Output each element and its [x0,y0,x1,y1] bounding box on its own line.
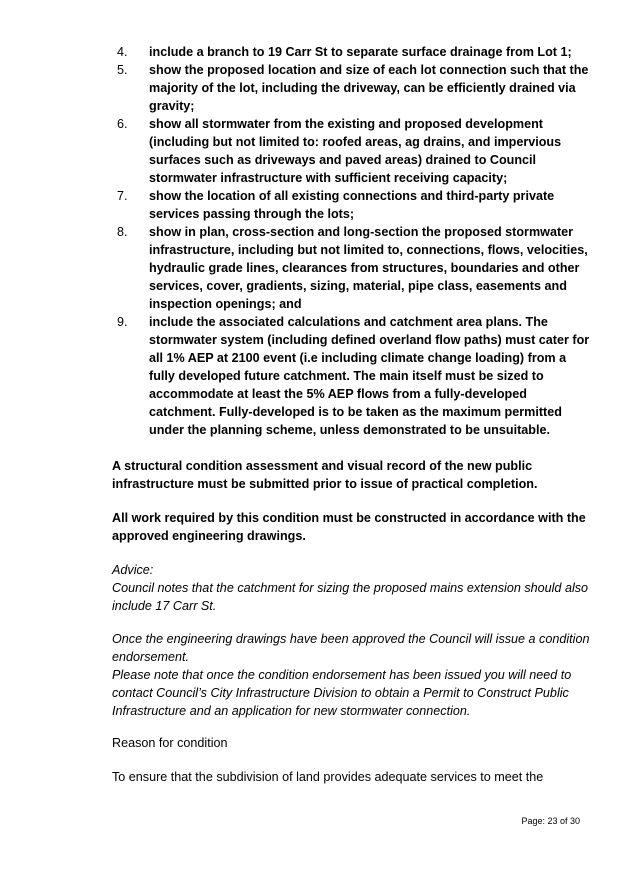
list-item [112,115,590,187]
list-item-text: show the location of all existing connections and third-party private services passing through the lots; [149,189,555,221]
list-item-number: 5. [117,63,128,77]
list-item-text: show in plan, cross-section and long-section the proposed stormwater infrastructure, including but not limited to, connections, flows, velocities, hydraulic grade lines, clearances from structures, boundaries and other services, cover, gradients, sizing, material, pipe class, easements and inspection openings; and [149,225,588,311]
list-item-number: 9. [117,315,128,329]
advice-text: Council notes that the catchment for sizing the proposed mains extension should also include 17 Carr St. [112,581,589,613]
list-item-text: show the proposed location and size of each lot connection such that the majority of the lot, including the driveway, can be efficiently drained via gravity; [149,63,589,113]
list-item-number: 6. [117,117,128,131]
advice-label: Advice: [112,563,154,577]
condition-list [112,43,590,439]
list-item [112,61,590,115]
reason-label: Reason for condition [112,736,228,750]
list-item [112,43,590,61]
reason-text: To ensure that the subdivision of land provides adequate services to meet the [112,770,544,784]
list-item-number: 8. [117,225,128,239]
page-number: Page: 23 of 30 [521,816,580,826]
list-item-text: show all stormwater from the existing and proposed development (including but not limited to: roofed areas, ag drains, and impervious surfaces such as driveways and paved areas) drained to Council stormwater infrastructure with sufficient receiving capacity; [149,117,562,185]
permit-paragraph: Please note that once the condition endorsement has been issued you will need to contact Council’s City Infrastructure Division to obtain a Permit to Construct Public Infrastructure and an application for new stormwater connection. [112,668,572,718]
list-item [112,187,590,223]
list-item-number: 4. [117,45,128,59]
list-item [112,223,590,313]
construction-paragraph: All work required by this condition must be constructed in accordance with the approved engineering drawings. [112,511,586,543]
endorsement-paragraph: Once the engineering drawings have been approved the Council will issue a condition endorsement. [112,632,590,664]
list-item-text: include a branch to 19 Carr St to separate surface drainage from Lot 1; [149,45,572,59]
list-item-number: 7. [117,189,128,203]
list-item-text: include the associated calculations and catchment area plans. The stormwater system (including defined overland flow paths) must cater for all 1% AEP at 2100 event (i.e including climate change loading) from a fully developed future catchment. The main itself must be sized to accommodate at least the 5% AEP flows from a fully-developed catchment. Fully-developed is to be taken as the maximum permitted under the planning scheme, unless demonstrated to be unsuitable. [149,315,590,437]
assessment-paragraph: A structural condition assessment and visual record of the new public infrastructure must be submitted prior to issue of practical completion. [112,459,538,491]
list-item [112,313,590,439]
